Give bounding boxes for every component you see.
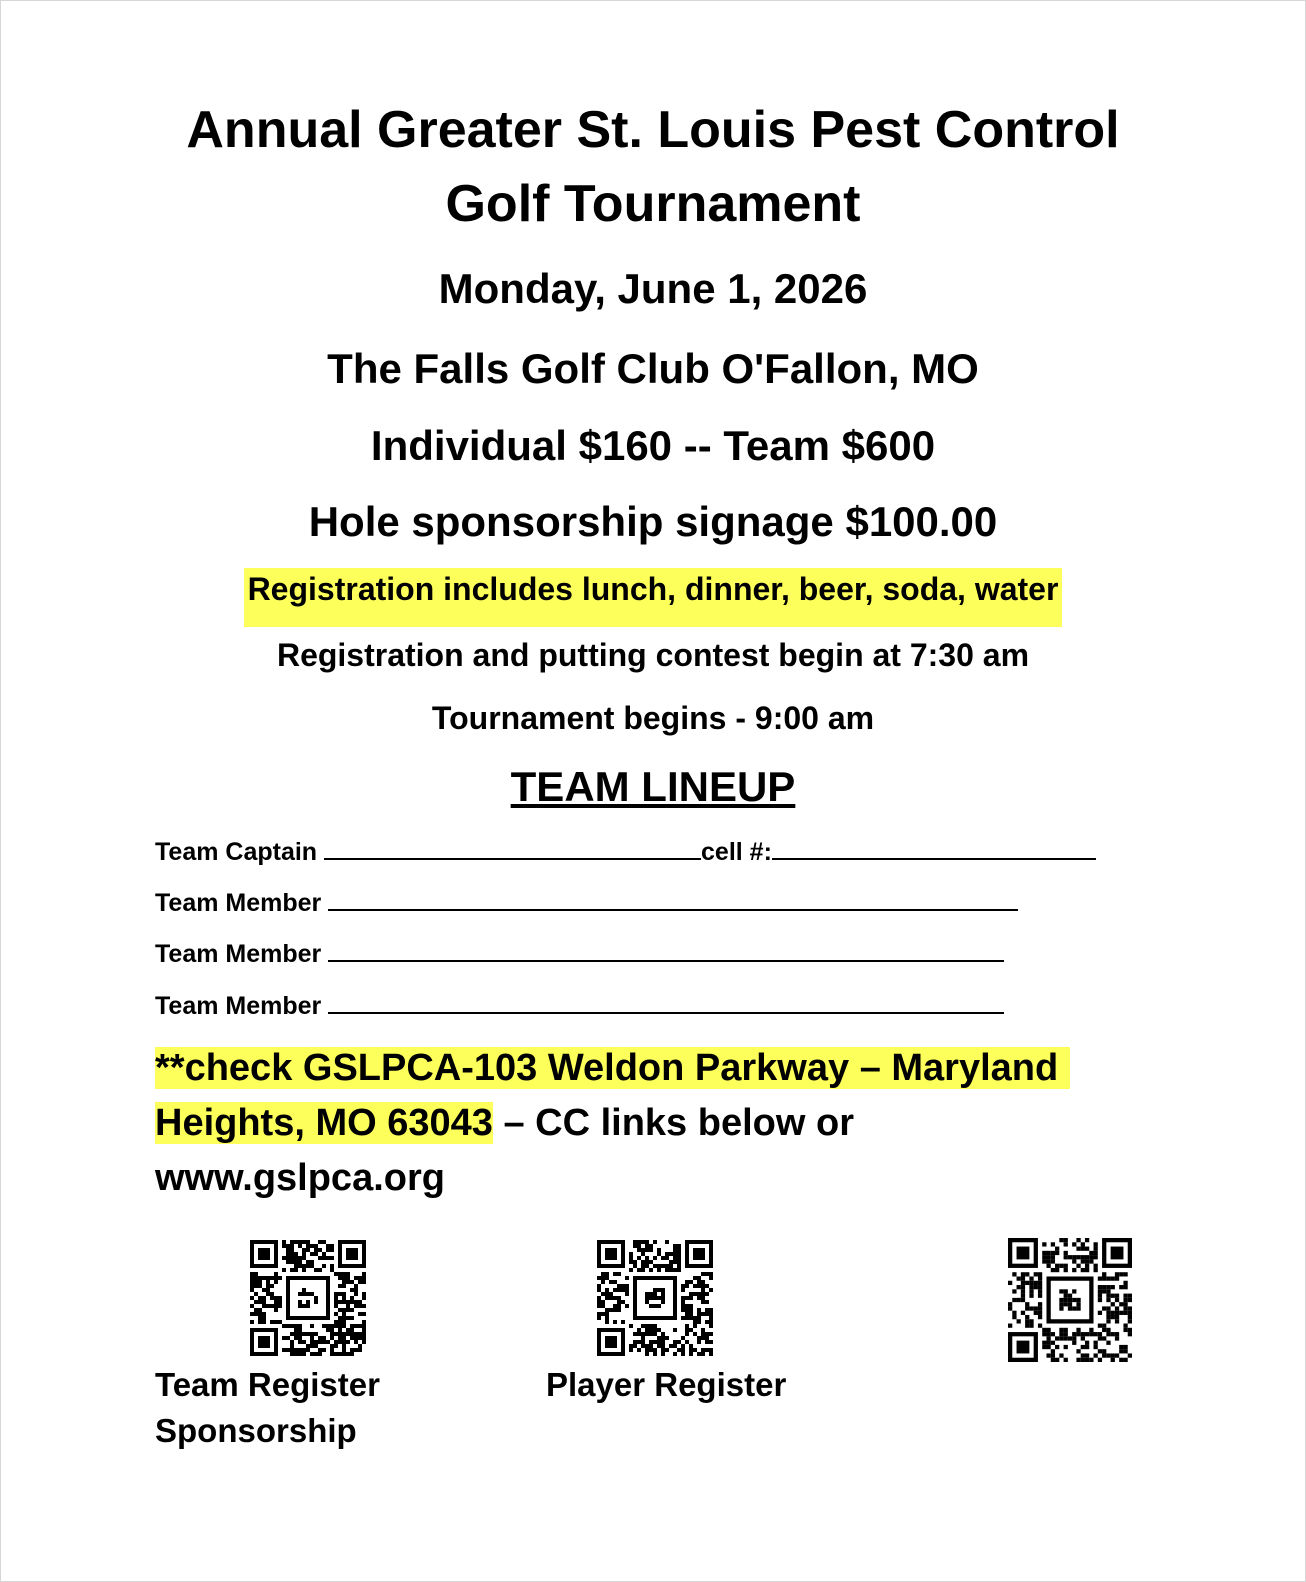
- cell-label: cell #:: [701, 838, 772, 866]
- player-register-label: Player Register: [546, 1366, 787, 1403]
- website-link[interactable]: www.gslpca.org: [155, 1157, 445, 1199]
- team-member-field[interactable]: [328, 940, 1004, 962]
- notice-highlight-2: Heights, MO 63043: [155, 1102, 493, 1144]
- team-captain-label: Team Captain: [155, 838, 318, 866]
- team-member-field[interactable]: [328, 992, 1004, 1014]
- includes-highlight: Registration includes lunch, dinner, beer, soda, water: [244, 568, 1063, 627]
- event-sponsorship: Hole sponsorship signage $100.00: [308, 498, 998, 545]
- qr-label-player: [546, 1362, 786, 1408]
- team-member-row: [155, 889, 1018, 918]
- team-captain-field[interactable]: [324, 838, 701, 860]
- team-member-field[interactable]: [328, 889, 1018, 911]
- tournament-time: Tournament begins - 9:00 am: [431, 700, 875, 736]
- qr-code-icon[interactable]: [597, 1240, 713, 1356]
- event-venue: The Falls Golf Club O'Fallon, MO: [327, 345, 979, 392]
- title-line-1: Annual Greater St. Louis Pest Control: [186, 101, 1120, 159]
- team-member-label: Team Member: [155, 940, 322, 968]
- team-lineup-heading: TEAM LINEUP: [510, 763, 796, 810]
- team-register-label: Team Register: [155, 1366, 380, 1403]
- event-pricing: Individual $160 -- Team $600: [370, 422, 936, 469]
- notice-text: – CC links below or: [492, 1102, 854, 1144]
- title-line-2: Golf Tournament: [445, 175, 861, 233]
- includes-note: [0, 568, 1306, 627]
- team-member-row: [155, 992, 1004, 1021]
- team-member-row: [155, 940, 1004, 969]
- qr-code-icon[interactable]: [250, 1240, 366, 1356]
- sponsorship-label: Sponsorship: [155, 1412, 357, 1449]
- qr-label-team: [155, 1362, 380, 1454]
- team-member-label: Team Member: [155, 889, 322, 917]
- team-captain-row: [155, 838, 1096, 867]
- registration-notice: [155, 1041, 1115, 1206]
- cell-field[interactable]: [772, 838, 1096, 860]
- event-date: Monday, June 1, 2026: [438, 265, 868, 312]
- notice-highlight-1: **check GSLPCA-103 Weldon Parkway – Maryland: [155, 1047, 1070, 1089]
- team-member-label: Team Member: [155, 992, 322, 1020]
- registration-time: Registration and putting contest begin at 7:30 am: [276, 637, 1030, 673]
- qr-code-icon[interactable]: [1008, 1238, 1132, 1362]
